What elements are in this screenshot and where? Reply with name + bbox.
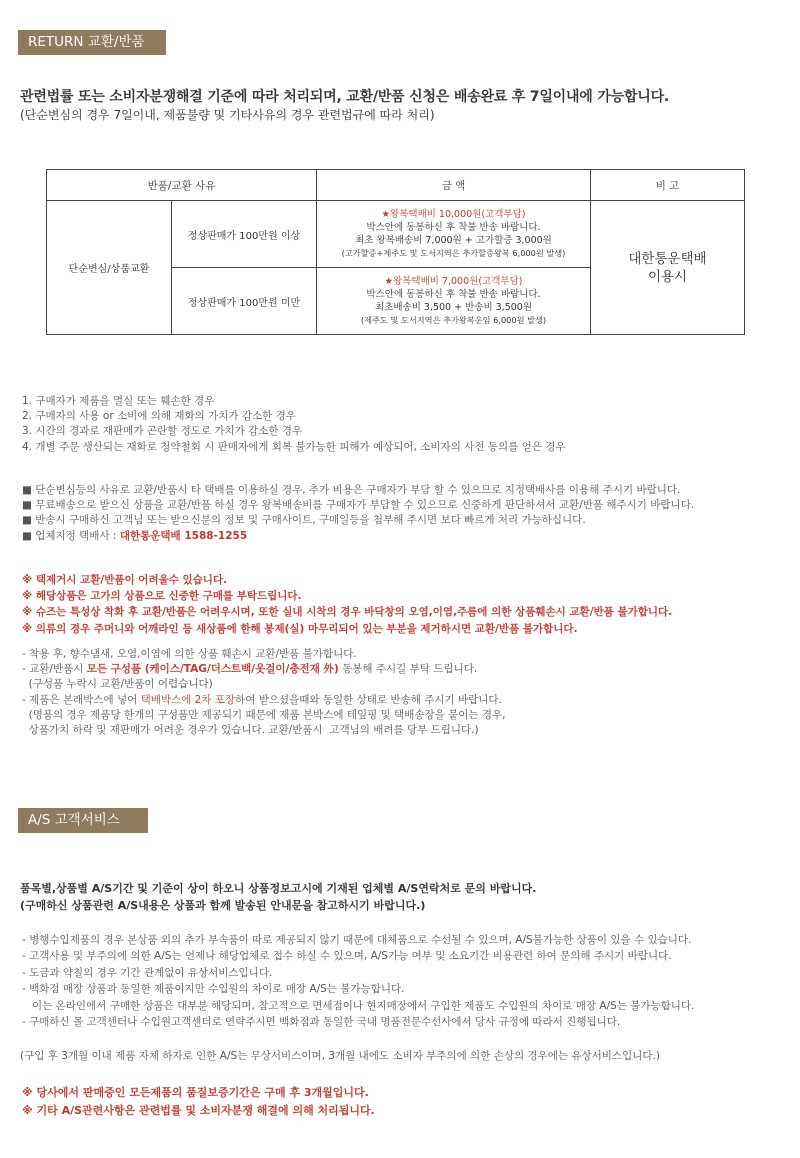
list-item: - 도금과 약칠의 경우 기간 관계없이 유상서비스입니다. — [22, 966, 273, 979]
amount-headline: ★왕복택배비 7,000원(고객부담) — [384, 276, 523, 287]
condition-cell: 정상판매가 100만원 미만 — [172, 268, 317, 335]
table-header-row — [47, 170, 745, 201]
table-row — [47, 201, 745, 268]
list-item — [22, 662, 506, 677]
warning-item: ※ 기타 A/S관련사항은 관련법률 및 소비자분쟁 해결에 의해 처리됩니다. — [22, 1104, 375, 1117]
return-section-tag: RETURN 교환/반품 — [18, 30, 166, 55]
list-item — [22, 693, 506, 708]
list-item: 상품가치 하락 및 재판매가 어려운 경우가 있습니다. 교환/반품시 고객님의 배려를 당부 드립니다.) — [22, 724, 479, 737]
list-item: - 백화점 매장 상품과 동일한 제품이지만 수입원의 차이로 매장 A/S는 불가능합니다. — [22, 983, 405, 996]
note-text: 하여 받으셨을때와 동일한 상태로 반송해 주시기 바랍니다. — [235, 693, 502, 706]
list-item: 1. 구매자가 제품을 멸실 또는 훼손한 경우 — [22, 395, 215, 407]
list-item: (명품의 경우 제품당 한개의 구성품만 제공되기 때문에 제품 본박스에 테잎핑 및 택배송장을 붙이는 경우, — [22, 708, 506, 721]
list-item: 2. 구매자의 사용 or 소비에 의해 재화의 가치가 감소한 경우 — [22, 410, 296, 423]
courier-contact: 대한통운택배 1588-1255 — [119, 529, 248, 542]
warning-item: ※ 의류의 경우 주머니와 어깨라인 등 새상품에 한해 봉제(실) 마무리되어 있는 부분을 제거하시면 교환/반품 불가합니다. — [22, 622, 578, 635]
list-item: 3. 시간의 경과로 재판매가 곤란할 정도로 가치가 감소한 경우 — [22, 425, 303, 438]
amount-line: 최초배송비 3,500 + 반송비 3,500원 — [374, 302, 533, 313]
amount-footnote: (고가할증+제주도 및 도서지역은 추가할증왕복 6,000원 발생) — [341, 248, 566, 258]
note-line: 대한통운택배 — [628, 250, 707, 267]
amount-cell — [317, 201, 591, 268]
list-item: - 착용 후, 향수냄새, 오염,이염에 의한 상품 훼손시 교환/반품 불가합니다. — [22, 648, 357, 660]
packaging-highlight: 택배박스에 2차 포장 — [140, 693, 236, 706]
as-notes-list — [22, 932, 694, 1030]
list-item: - 병행수입제품의 경우 본상품 외의 추가 부속품이 따로 제공되지 않기 때문에 대체품으로 수선될 수 있으며, A/S불가능한 상품이 있을 수 있습니다. — [22, 934, 692, 946]
amount-line: 박스안에 동봉하신 후 착불 반송 바랍니다. — [366, 222, 541, 233]
condition-cell: 정상판매가 100만원 이상 — [172, 201, 317, 268]
header-amount: 금 액 — [317, 170, 591, 201]
amount-line: 최초 왕복배송비 7,000원 + 고가할증 3,000원 — [355, 235, 552, 246]
warning-item: ※ 해당상품은 고가의 상품으로 신중한 구매를 부탁드립니다. — [22, 590, 302, 603]
amount-cell — [317, 268, 591, 335]
list-item: - 구매하신 몰 고객센터나 수입원고객센터로 연락주시면 백화점과 동일한 국내 명품전문수선사에서 당사 규정에 따라서 진행됩니다. — [22, 1016, 621, 1029]
list-item: (구성품 누락시 교환/반품이 어렵습니다) — [22, 678, 213, 691]
note-text: - 제품은 본래박스에 넣어 — [22, 693, 141, 706]
as-intro — [20, 880, 536, 914]
return-intro-sub: (단순변심의 경우 7일이내, 제품불량 및 기타사유의 경우 관련법규에 따라 처리) — [20, 108, 435, 122]
amount-headline: ★왕복택배비 10,000원(고객부담) — [381, 209, 526, 220]
amount-footnote: (제주도 및 도서지역은 추가왕복운임 6,000원 발생) — [360, 315, 547, 325]
refund-fee-table — [46, 169, 745, 335]
as-warnings-list — [22, 1084, 375, 1120]
list-item — [22, 529, 694, 544]
reason-cell: 단순변심/상품교환 — [47, 201, 172, 335]
shipping-notes-list — [22, 483, 694, 544]
list-item: - 고객사용 및 부주의에 의한 A/S는 언제나 해당업체로 접수 하실 수 있으며, A/S가능 여부 및 소요기간 비용관련 하여 문의해 주시기 바랍니다. — [22, 950, 672, 963]
note-cell — [591, 201, 745, 335]
list-item: 이는 온라인에서 구매한 상품은 대부분 해당되며, 참고적으로 면세점이나 현지매장에서 구입한 제품도 수입원의 차이로 매장 A/S는 불가능합니다. — [22, 999, 695, 1012]
return-warnings-list — [22, 572, 672, 637]
as-section-tag: A/S 고객서비스 — [18, 808, 148, 833]
amount-line: 박스안에 동봉하신 후 착불 반송 바랍니다. — [366, 289, 541, 300]
warning-item: ※ 택제거시 교환/반품이 어려울수 있습니다. — [22, 574, 228, 586]
note-line: 이용시 — [647, 268, 688, 285]
note-text: - 교환/반품시 — [22, 663, 87, 676]
list-item: 4. 개별 주문 생산되는 재화로 청약철회 시 판매자에게 회복 불가능한 피해가 예상되어, 소비자의 사전 동의를 얻은 경우 — [22, 440, 566, 453]
return-intro-main: 관련법률 또는 소비자분쟁해결 기준에 따라 처리되며, 교환/반품 신청은 배송완료 후 7일이내에 가능합니다. — [20, 89, 670, 105]
return-detail-notes — [22, 647, 506, 738]
as-warranty-note: (구입 후 3개월 이내 제품 자체 하자로 인한 A/S는 무상서비스이며, 3개월 내에도 소비자 부주의에 의한 손상의 경우에는 유상서비스입니다.) — [20, 1050, 660, 1062]
courier-label: ■ 업체지정 택배사 : — [22, 529, 120, 542]
warning-item: ※ 당사에서 판매중인 모든제품의 품질보증기간은 구매 후 3개월입니다. — [22, 1086, 369, 1099]
list-item: ■ 무료배송으로 받으신 상품을 교환/반품 하실 경우 왕복배송비를 구매자가 부담할 수 있으므로 신중하게 판단하셔서 교환/반품 해주시기 바랍니다. — [22, 499, 695, 512]
warning-item: ※ 슈즈는 특성상 착화 후 교환/반품은 어려우시며, 또한 실내 시착의 경우 바닥창의 오염,이염,주름에 의한 상품훼손시 교환/반품 불가합니다. — [22, 606, 673, 619]
as-intro-line: (구매하신 상품관련 A/S내용은 상품과 함께 발송된 안내문을 참고하시기 바랍니다.) — [20, 899, 426, 912]
as-intro-line: 품목별,상품별 A/S기간 및 기준이 상이 하오니 상품정보고시에 기재된 업체별 A/S연락처로 문의 바랍니다. — [20, 882, 537, 895]
header-reason: 반품/교환 사유 — [47, 170, 317, 201]
note-text: 동봉해 주시길 부탁 드립니다. — [338, 663, 478, 676]
list-item: ■ 단순변심등의 사유로 교환/반품시 타 택배를 이용하실 경우, 추가 비용은 구매자가 부담 할 수 있으므로 지정택배사를 이용해 주시기 바랍니다. — [22, 484, 681, 496]
non-returnable-conditions-list — [22, 394, 565, 455]
header-note: 비 고 — [591, 170, 745, 201]
list-item: ■ 반송시 구매하신 고객님 또는 받으신분의 정보 및 구매사이트, 구매일등을 첨부해 주시면 보다 빠르게 처리 가능하십니다. — [22, 514, 586, 527]
components-highlight: 모든 구성품 (케이스/TAG/더스트백/옷걸이/충전재 外) — [86, 663, 339, 676]
